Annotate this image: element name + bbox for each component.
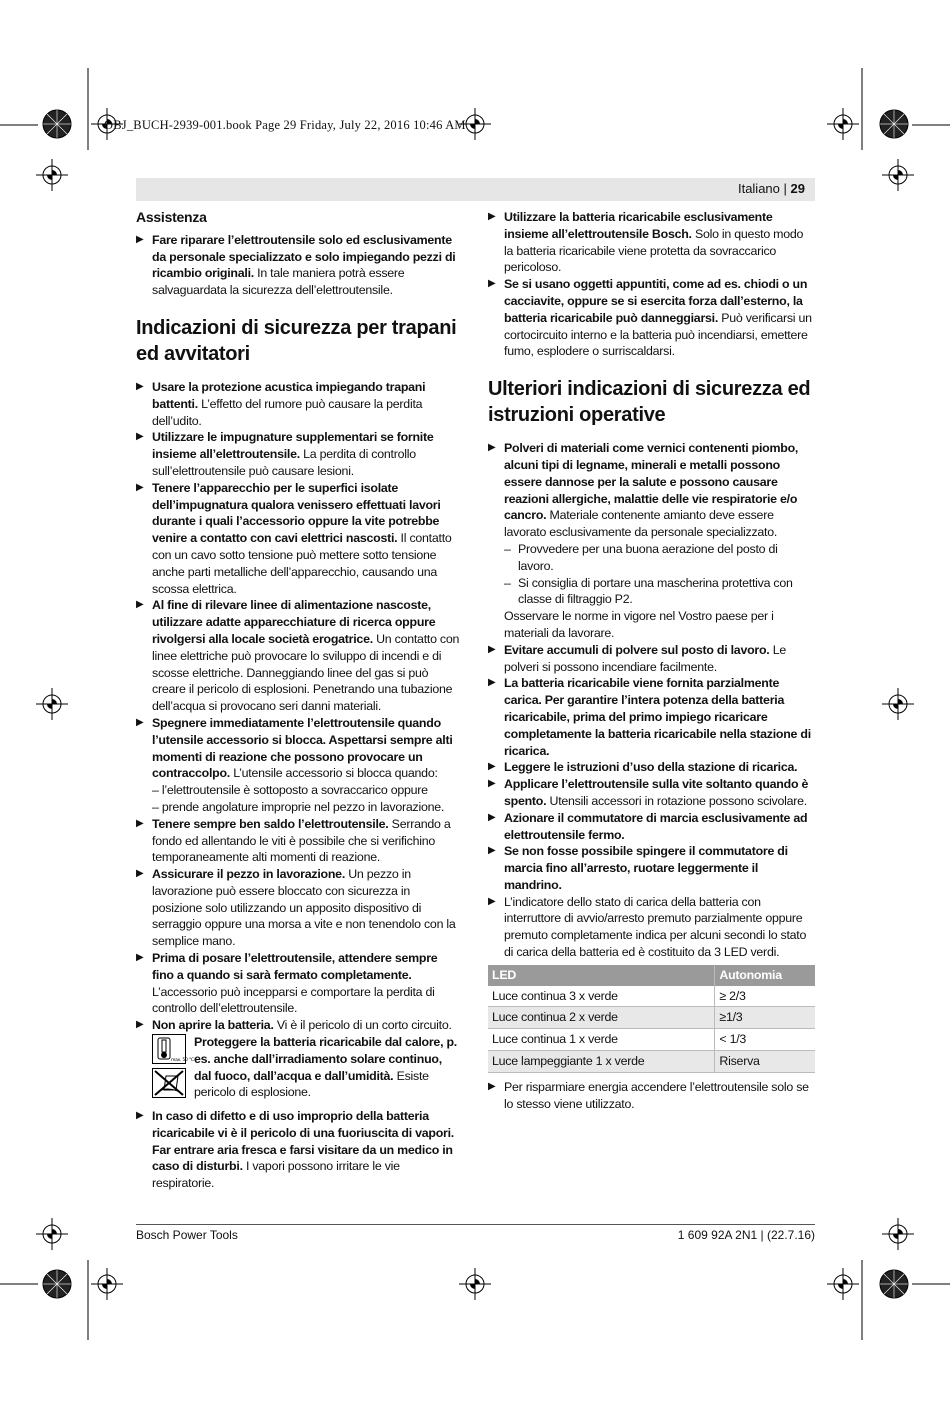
list-item [488,675,815,759]
item-bold: Non aprire la batteria. [152,1018,274,1033]
bullet-arrow-icon: ▶ [136,481,144,493]
table-row [488,1051,815,1073]
item-text: La perdita di controllo sull’elettroutensile può causare lesioni. [152,447,416,478]
item-text: L’accessorio può incepparsi e comportare la perdita di controllo dell’elettroutensile. [152,984,435,1016]
item-text: Esiste pericolo di esplosione. [194,1068,429,1100]
list-item [488,276,815,360]
item-text: Materiale contenente amianto deve essere lavorato esclusivamente da personale specializzato. [504,508,778,540]
list-item [488,1079,815,1113]
item-bold: Proteggere la batteria ricaricabile dal calore, p. es. anche dall’irradiamento solare continuo, dal fuoco, dall’acqua e dall’umidità. [194,1035,457,1083]
list-item [136,866,462,950]
header-separator: | [783,181,787,196]
item-bold: Utilizzare la batteria ricaricabile esclusivamente insieme all’elettroutensile Bosch. [504,210,773,241]
bullet-arrow-icon: ▶ [136,1019,144,1031]
list-item [136,429,462,479]
item-bold: Tenere l’apparecchio per le superfici isolate dell’impugnatura qualora venissero effettuati lavori durante i quali l’accessorio oppure la vite potrebbe venire a contatto con cavi elettrici nascosti. [152,480,441,546]
item-bold: Assicurare il pezzo in lavorazione. [152,867,346,882]
list-item [488,209,815,276]
list-item [488,843,815,893]
header-language: Italiano [737,181,780,196]
list-item [488,440,815,541]
icon-note-text [194,1034,462,1102]
item-text: L’effetto del rumore può causare la perdita dell’udito. [152,396,423,428]
column-header: Autonomia [715,965,815,986]
bullet-arrow-icon: ▶ [488,278,496,290]
item-bold: Leggere le istruzioni d’uso della stazione di ricarica. [504,760,798,775]
list-item [136,232,462,299]
bullet-arrow-icon: ▶ [488,895,496,907]
bullet-arrow-icon: ▶ [488,442,496,454]
footer-divider [136,1224,815,1225]
bullet-arrow-icon: ▶ [488,845,496,857]
item-text: I vapori possono irritare le vie respiratorie. [152,1159,400,1191]
bullet-arrow-icon: ▶ [136,599,144,611]
bullet-arrow-icon: ▶ [488,1080,496,1092]
item-text: Serrando a fondo ed allentando le viti è possibile che si verifichino temporaneamente alti momenti di reazione. [152,816,451,865]
bullet-arrow-icon: ▶ [488,811,496,823]
item-text: Può verificarsi un cortocircuito interno e la batteria può incendiarsi, emettere fumo, esplodere o surriscaldarsi. [504,310,812,359]
item-subline: – prende angolature improprie nel pezzo in lavorazione. [152,799,445,814]
table-cell: Luce lampeggiante 1 x verde [488,1051,715,1073]
item-subline: – l’elettroutensile è sottoposto a sovraccarico oppure [152,783,428,798]
table-row [488,986,815,1007]
section-title-assistenza: Assistenza [136,209,207,225]
item-bold: Tenere sempre ben saldo l’elettroutensile. [152,816,389,831]
list-item [136,597,462,715]
bullet-arrow-icon: ▶ [488,761,496,773]
bullet-arrow-icon: ▶ [488,643,496,655]
bullet-arrow-icon: ▶ [136,716,144,728]
bullet-arrow-icon: ▶ [488,211,496,222]
column-header: LED [488,965,715,986]
item-bold: In caso di difetto e di uso improprio della batteria ricaricabile vi è il pericolo di una fuoriuscita di vapori. Far entrare aria fresca e farsi visitare da un medico in caso di disturbi. [152,1109,454,1174]
item-bold: Utilizzare le impugnature supplementari se fornite insieme all’elettroutensile. [152,430,434,462]
list-item [136,816,462,866]
print-info: OBJ_BUCH-2939-001.book Page 29 Friday, July 22, 2016 10:46 AM [104,118,466,132]
list-item [136,950,462,1017]
item-bold: Al fine di rilevare linee di alimentazione nascoste, utilizzare adatte apparecchiature di ricerca oppure rivolgersi alla locale società erogatrice. [152,598,436,646]
header-text [738,181,805,196]
dash-item: – Provvedere per una buona aerazione del posto di lavoro. [504,541,778,573]
item-text: Il contatto con un cavo sotto tensione può mettere sotto tensione anche parti metalliche dell’apparecchio, causando una scossa elettrica. [152,531,452,596]
table-cell: Luce continua 3 x verde [488,986,715,1007]
bullet-arrow-icon: ▶ [136,233,144,245]
bullet-arrow-icon: ▶ [136,380,144,392]
dash-text: Si consiglia di portare una mascherina protettiva con classe di filtraggio P2. [518,575,793,607]
table-cell: ≥ 2/3 [715,986,815,1007]
note-text: Osservare le norme in vigore nel Vostro paese per i materiali da lavorare. [504,609,774,640]
dash-text: Provvedere per una buona aerazione del posto di lavoro. [518,541,778,573]
table-cell: ≥1/3 [715,1007,815,1029]
list-item [488,776,815,810]
item-bold: Se si usano oggetti appuntiti, come ad es. chiodi o un cacciavite, oppure se si esercita forza dall’esterno, la batteria ricaricabile può danneggiarsi. [504,277,808,325]
item-bold: Usare la protezione acustica impiegando trapani battenti. [152,379,426,411]
list-item [136,715,462,816]
footer-doc-number: 1 609 92A 2N1 | (22.7.16) [677,1228,815,1242]
list-item [136,1017,462,1034]
bullet-arrow-icon: ▶ [488,677,496,689]
item-bold: La batteria ricaricabile viene fornita parzialmente carica. Per garantire l’intera potenza della batteria ricaricabile, prima del primo impiego ricaricare completamente la batteria ricaricabile nella stazione di ricarica. [504,676,811,758]
item-text: Utensili accessori in rotazione possono scivolare. [546,793,807,808]
item-bold: Azionare il commutatore di marcia esclusivamente ad elettroutensile fermo. [504,810,808,842]
list-item [136,1108,462,1192]
table-cell: Luce continua 2 x verde [488,1007,715,1029]
item-bold: Se non fosse possibile spingere il commutatore di marcia fino all’arresto, ruotare leggermente il mandrino. [504,844,788,892]
item-bold: Applicare l’elettroutensile sulla vite soltanto quando è spento. [504,777,809,808]
item-text: Per risparmiare energia accendere l’elettroutensile solo se lo stesso viene utilizzato. [504,1079,809,1111]
item-text: Un pezzo in lavorazione può essere bloccato con sicurezza in posizione solo utilizzando un apposito dispositivo di serraggio oppure una morsa a vite e non tenendolo con la semplice mano. [152,867,456,949]
section-title-trapani: Indicazioni di sicurezza per trapani ed avvitatori [136,316,457,365]
list-item [488,759,815,776]
led-table [488,965,815,1073]
bullet-arrow-icon: ▶ [136,952,144,964]
list-item [488,642,815,676]
bullet-arrow-icon: ▶ [136,868,144,880]
table-row [488,1007,815,1029]
temperature-limit-label: max. 50 °C [171,1058,194,1064]
item-text: L’utensile accessorio si blocca quando: [230,766,438,781]
battery-warning-block [152,1034,462,1102]
item-bold: Polveri di materiali come vernici contenenti piombo, alcuni tipi di legname, minerali e metalli possono essere dannose per la salute e possono causare reazioni allergiche, malattie delle vie respiratorie e/o cancro. [504,441,799,523]
dash-item: – Si consiglia di portare una mascherina protettiva con classe di filtraggio P2. [504,575,793,607]
list-item [136,480,462,598]
item-bold: Fare riparare l’elettroutensile solo ed esclusivamente da personale specializzato e solo impiegando pezzi di ricambio originali. [152,232,456,281]
table-cell: Luce continua 1 x verde [488,1029,715,1051]
list-item [488,810,815,844]
bullet-arrow-icon: ▶ [136,1110,144,1122]
item-bold: Prima di posare l’elettroutensile, attendere sempre fino a quando si sarà fermato completamente. [152,951,438,982]
list-item [136,379,462,429]
no-water-icon [152,1068,186,1098]
bullet-arrow-icon: ▶ [488,778,496,790]
table-cell: Riserva [715,1051,815,1073]
item-text: Vi è il pericolo di un corto circuito. [273,1018,452,1033]
item-text: L’indicatore dello stato di carica della batteria con interruttore di avvio/arresto premuto parzialmente oppure premuto completamente indica per alcuni secondi lo stato di carica della batteria ed è costituito da 3 LED verdi. [504,894,807,960]
thermometer-icon [152,1034,194,1064]
right-column [488,209,815,1112]
list-item [488,894,815,961]
table-header-row [488,965,815,986]
bullet-arrow-icon: ▶ [136,817,144,829]
item-text: Solo in questo modo la batteria ricaricabile viene protetta da sovraccarico pericoloso. [504,226,804,275]
table-cell: < 1/3 [715,1029,815,1051]
section-title-ulteriori: Ulteriori indicazioni di sicurezza ed istruzioni operative [488,378,811,427]
item-bold: Evitare accumuli di polvere sul posto di lavoro. [504,642,770,657]
item-bold: Spegnere immediatamente l’elettroutensile quando l’utensile accessorio si blocca. Aspettarsi sempre alti momenti di reazione che possono provocare un contraccolpo. [152,715,453,781]
table-row [488,1029,815,1051]
item-text: In tale maniera potrà essere salvaguardata la sicurezza dell’elettroutensile. [152,266,405,298]
bullet-arrow-icon: ▶ [136,431,144,443]
warning-icons [152,1034,194,1102]
page-header [136,178,815,201]
footer-publisher: Bosch Power Tools [136,1228,238,1242]
left-column [136,209,462,1192]
item-text: Le polveri si possono incendiare facilmente. [504,642,786,674]
item-text: Un contatto con linee elettriche può provocare lo sviluppo di incendi e di scosse elettriche. Danneggiando linee del gas si può creare il pericolo di esplosioni. Penetrando una tubazione dell’acqua si provocano seri danni materiali. [152,631,460,714]
page-number: 29 [790,181,805,196]
